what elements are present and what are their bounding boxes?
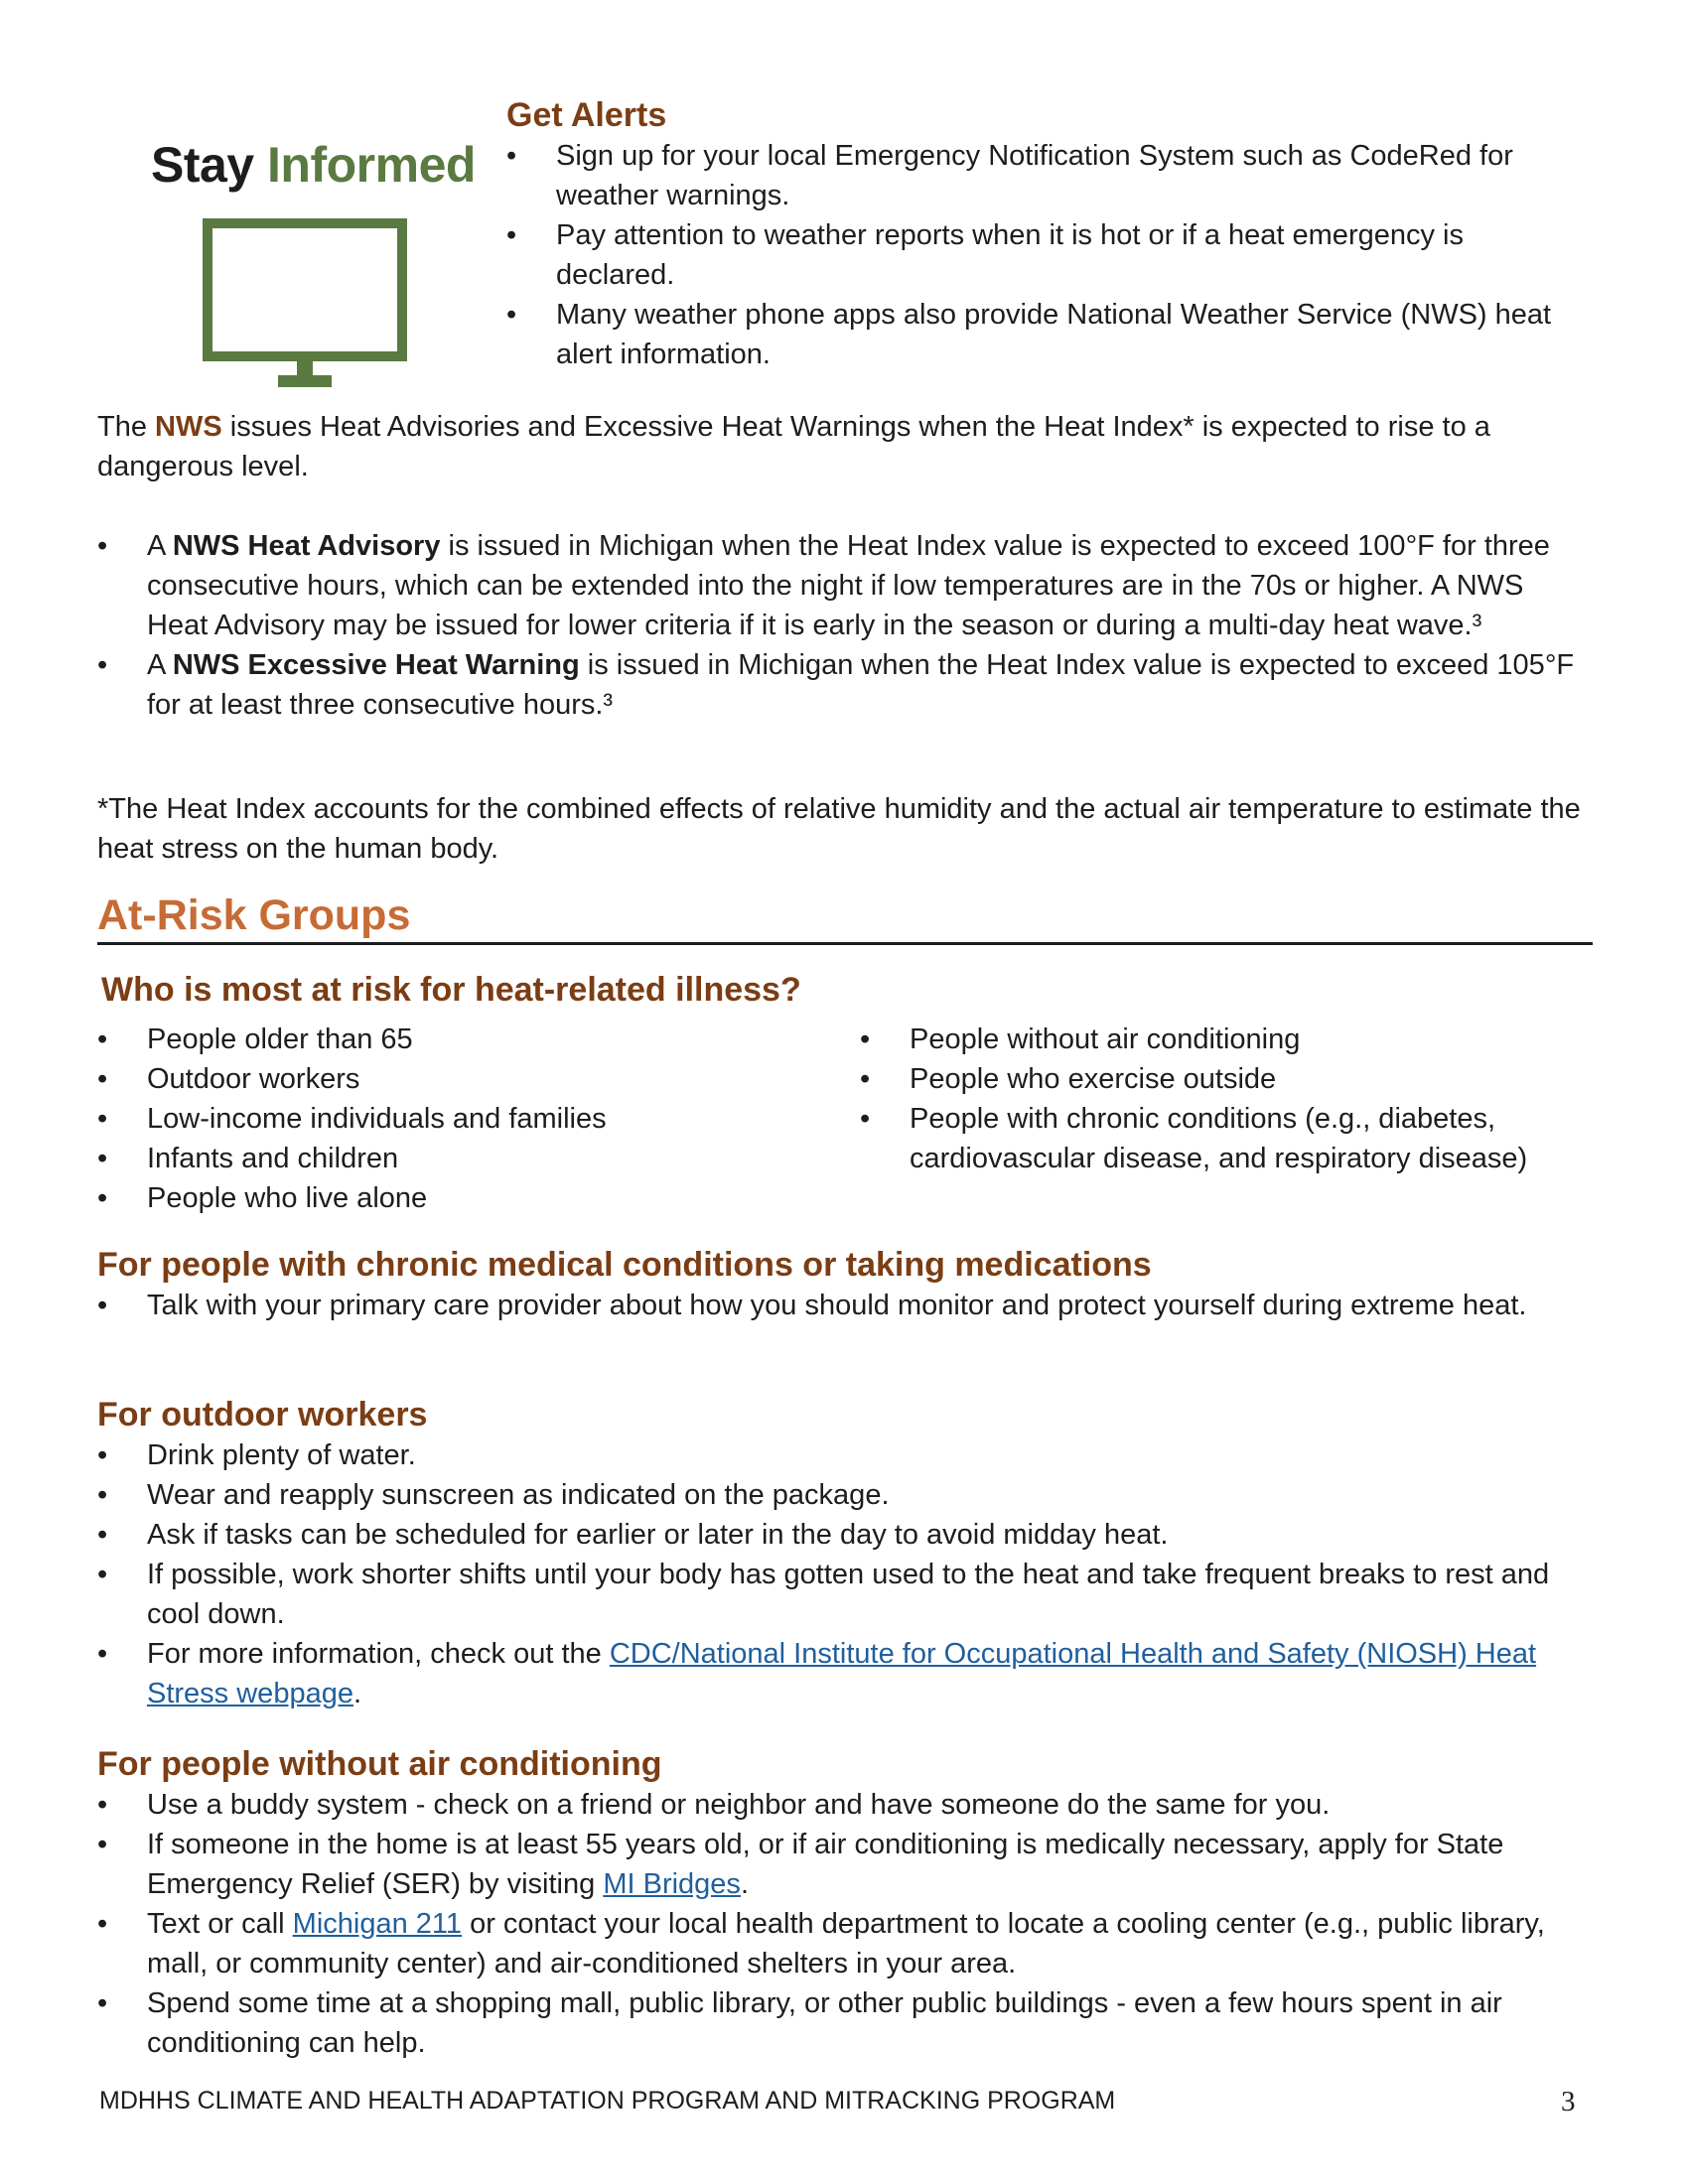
list-item: • People who live alone <box>97 1178 792 1218</box>
list-item: • Talk with your primary care provider about how you should monitor and protect yourself during extreme heat. <box>97 1286 1592 1325</box>
list-item: • Pay attention to weather reports when it is hot or if a heat emergency is declared. <box>506 215 1579 295</box>
list-item: • People older than 65 <box>97 1020 792 1059</box>
list-item: • Wear and reapply sunscreen as indicated on the package. <box>97 1475 1592 1515</box>
nws-label: NWS <box>155 411 222 443</box>
at-risk-title: At-Risk Groups <box>97 891 411 939</box>
at-risk-question: Who is most at risk for heat-related illness? <box>101 971 801 1009</box>
monitor-icon <box>203 218 411 397</box>
item-pre: A <box>147 649 173 681</box>
nws-intro-paragraph <box>97 407 1587 486</box>
item-pre: A <box>147 530 173 562</box>
section-divider <box>97 942 1593 945</box>
stay-informed-title <box>151 135 476 195</box>
chronic-conditions-section <box>97 1244 1592 1325</box>
list-item <box>97 1825 1592 1904</box>
item-post: is issued in Michigan when the Heat Index value is expected to exceed 100°F for three consecutive hours, which can be extended into the night if low temperatures are in the 70s or higher. A NWS Heat Advisory may be issued for lower criteria if it is early in the season or during a multi-day heat wave.³ <box>147 530 1550 641</box>
nws-intro-pre: The <box>97 411 156 443</box>
outdoor-workers-section <box>97 1394 1592 1713</box>
list-item: • Low-income individuals and families <box>97 1099 792 1139</box>
item-post: or contact your local health department to locate a cooling center (e.g., public library, mall, or community center) and air-conditioned shelters in your area. <box>147 1908 1545 1979</box>
item-post: . <box>352 1678 362 1709</box>
chronic-conditions-list <box>97 1286 1592 1325</box>
list-item: • People without air conditioning <box>860 1020 1595 1059</box>
list-item: • Sign up for your local Emergency Notification System such as CodeRed for weather warnings. <box>506 136 1579 215</box>
list-item: • Many weather phone apps also provide National Weather Service (NWS) heat alert information. <box>506 295 1579 374</box>
list-item: • Spend some time at a shopping mall, public library, or other public buildings - even a few hours spent in air conditioning can help. <box>97 1983 1592 2063</box>
list-item <box>97 645 1592 725</box>
nws-intro-post: issues Heat Advisories and Excessive Heat Warnings when the Heat Index* is expected to rise to a dangerous level. <box>97 411 1490 482</box>
item-post: is issued in Michigan when the Heat Index value is expected to exceed 105°F for at least three consecutive hours.³ <box>147 649 1575 721</box>
list-item: • People with chronic conditions (e.g., diabetes, cardiovascular disease, and respiratory disease) <box>860 1099 1595 1178</box>
outdoor-workers-heading: For outdoor workers <box>97 1396 428 1433</box>
page-number: 3 <box>1561 2086 1576 2117</box>
item-pre: If someone in the home is at least 55 years old, or if air conditioning is medically necessary, apply for State Emergency Relief (SER) by visiting <box>147 1829 1504 1900</box>
item-post: . <box>740 1868 749 1900</box>
list-item <box>97 526 1592 645</box>
list-item: • People who exercise outside <box>860 1059 1595 1099</box>
nws-alerts-list <box>97 526 1592 725</box>
list-item: • If possible, work shorter shifts until your body has gotten used to the heat and take frequent breaks to rest and cool down. <box>97 1555 1592 1634</box>
get-alerts-heading: Get Alerts <box>506 96 667 134</box>
item-pre: For more information, check out the <box>147 1638 610 1670</box>
chronic-conditions-heading: For people with chronic medical conditions or taking medications <box>97 1246 1152 1284</box>
list-item: • Infants and children <box>97 1139 792 1178</box>
mi-bridges-link[interactable]: MI Bridges <box>603 1868 741 1900</box>
get-alerts-list <box>506 136 1579 374</box>
list-item: • Drink plenty of water. <box>97 1435 1592 1475</box>
no-ac-heading: For people without air conditioning <box>97 1745 662 1783</box>
niosh-heat-stress-link[interactable]: CDC/National Institute for Occupational Health and Safety (NIOSH) Heat Stress webpage <box>147 1638 1537 1709</box>
footer-program: MDHHS CLIMATE AND HEALTH ADAPTATION PROGRAM AND MITRACKING PROGRAM <box>99 2087 1116 2115</box>
heat-index-note: *The Heat Index accounts for the combined effects of relative humidity and the actual air temperature to estimate the heat stress on the human body. <box>97 793 1581 865</box>
outdoor-workers-list <box>97 1435 1592 1713</box>
nws-heat-advisory-label: NWS Heat Advisory <box>172 530 441 562</box>
stay-informed-title-part1: Stay <box>151 137 254 193</box>
at-risk-left-list <box>97 1020 792 1218</box>
list-item <box>97 1904 1592 1983</box>
at-risk-right-list <box>860 1020 1595 1178</box>
list-item: • Outdoor workers <box>97 1059 792 1099</box>
list-item <box>97 1634 1592 1713</box>
list-item: • Ask if tasks can be scheduled for earlier or later in the day to avoid midday heat. <box>97 1515 1592 1555</box>
michigan-211-link[interactable]: Michigan 211 <box>292 1908 463 1940</box>
no-ac-section <box>97 1743 1592 2063</box>
list-item: • Use a buddy system - check on a friend or neighbor and have someone do the same for you. <box>97 1785 1592 1825</box>
nws-excessive-heat-warning-label: NWS Excessive Heat Warning <box>172 649 580 681</box>
get-alerts-section <box>506 94 1579 374</box>
stay-informed-title-part2: Informed <box>267 137 476 193</box>
item-pre: Text or call <box>147 1908 293 1940</box>
no-ac-list <box>97 1785 1592 2063</box>
